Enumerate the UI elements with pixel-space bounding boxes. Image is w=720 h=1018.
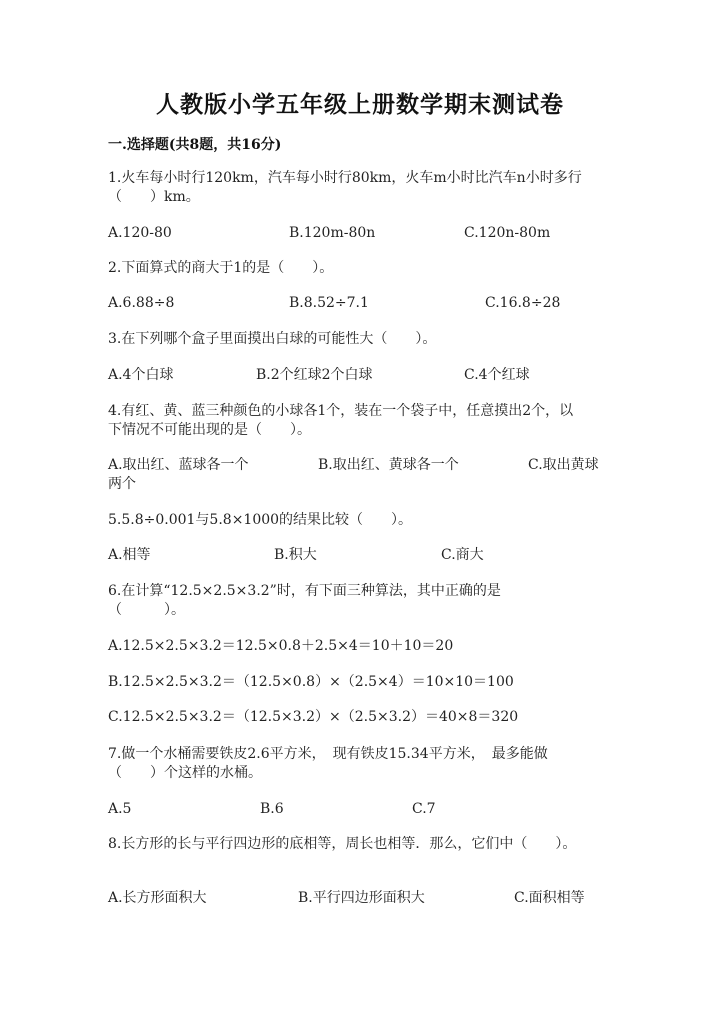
question-2-option-c: C.16.8÷28 (485, 295, 561, 311)
question-6 (108, 582, 608, 620)
question-5-stem: 5.5.8÷0.001与5.8×1000的结果比较（ ）。 (108, 512, 413, 528)
question-6-option-b: B.12.5×2.5×3.2＝（12.5×0.8）×（2.5×4）＝10×10＝100 (108, 674, 514, 690)
question-1-stem-line-1: 1.火车每小时行120km，汽车每小时行80km，火车m小时比汽车n小时多行 (108, 170, 582, 186)
question-1-option-a: A.120-80 (108, 225, 172, 241)
question-2-option-b: B.8.52÷7.1 (289, 295, 369, 311)
question-8-option-b: B.平行四边形面积大 (298, 890, 425, 906)
question-8-option-a: A.长方形面积大 (108, 890, 207, 906)
question-1-stem-line-2: （ ）km。 (108, 189, 200, 205)
question-4-option-a: A.取出红、蓝球各一个 (108, 457, 249, 473)
question-3-stem: 3.在下列哪个盒子里面摸出白球的可能性大（ ）。 (108, 331, 437, 347)
question-7-stem-line-1: 7.做一个水桶需要铁皮2.6平方米， 现有铁皮15.34平方米， 最多能做 (108, 746, 548, 762)
question-7-option-c: C.7 (412, 801, 436, 817)
question-3 (108, 330, 608, 349)
question-3-option-b: B.2个红球2个白球 (256, 367, 373, 383)
question-3-option-c: C.4个红球 (464, 367, 530, 383)
question-3-option-a: A.4个白球 (108, 367, 174, 383)
section-heading: 一.选择题(共8题，共16分) (108, 137, 282, 153)
question-4-stem-line-1: 4.有红、黄、蓝三种颜色的小球各1个，装在一个袋子中，任意摸出2个，以 (108, 403, 574, 419)
question-4-option-b: B.取出红、黄球各一个 (318, 457, 459, 473)
question-6-option-c: C.12.5×2.5×3.2＝（12.5×3.2）×（2.5×3.2）＝40×8＝320 (108, 709, 519, 725)
question-6-stem-line-2: （ ）。 (108, 602, 185, 618)
exam-title: 人教版小学五年级上册数学期末测试卷 (156, 91, 564, 118)
question-8-option-c: C.面积相等 (514, 890, 585, 906)
question-6-stem-line-1: 6.在计算“12.5×2.5×3.2”时，有下面三种算法，其中正确的是 (108, 583, 501, 599)
question-5-option-b: B.积大 (274, 547, 317, 563)
question-1 (108, 169, 608, 207)
question-7 (108, 745, 608, 783)
question-4-option-c-wrap: 两个 (108, 476, 136, 492)
question-7-stem-line-2: （ ）个这样的水桶。 (108, 765, 262, 781)
question-5-option-a: A.相等 (108, 547, 151, 563)
question-1-option-b: B.120m-80n (289, 225, 376, 241)
question-2 (108, 259, 608, 278)
question-8 (108, 835, 668, 854)
question-6-option-a: A.12.5×2.5×3.2＝12.5×0.8＋2.5×4＝10＋10＝20 (108, 638, 454, 654)
question-5 (108, 511, 608, 530)
question-4-stem-line-2: 下情况不可能出现的是（ ）。 (108, 422, 311, 438)
question-1-option-c: C.120n-80m (464, 225, 551, 241)
question-5-option-c: C.商大 (441, 547, 484, 563)
question-7-option-a: A.5 (108, 801, 132, 817)
question-4 (108, 402, 608, 440)
question-7-option-b: B.6 (260, 801, 284, 817)
question-2-stem: 2.下面算式的商大于1的是（ ）。 (108, 260, 334, 276)
question-4-option-c: C.取出黄球 (528, 457, 599, 473)
question-8-stem: 8.长方形的长与平行四边形的底相等，周长也相等．那么，它们中（ ）。 (108, 836, 577, 852)
question-2-option-a: A.6.88÷8 (108, 295, 175, 311)
